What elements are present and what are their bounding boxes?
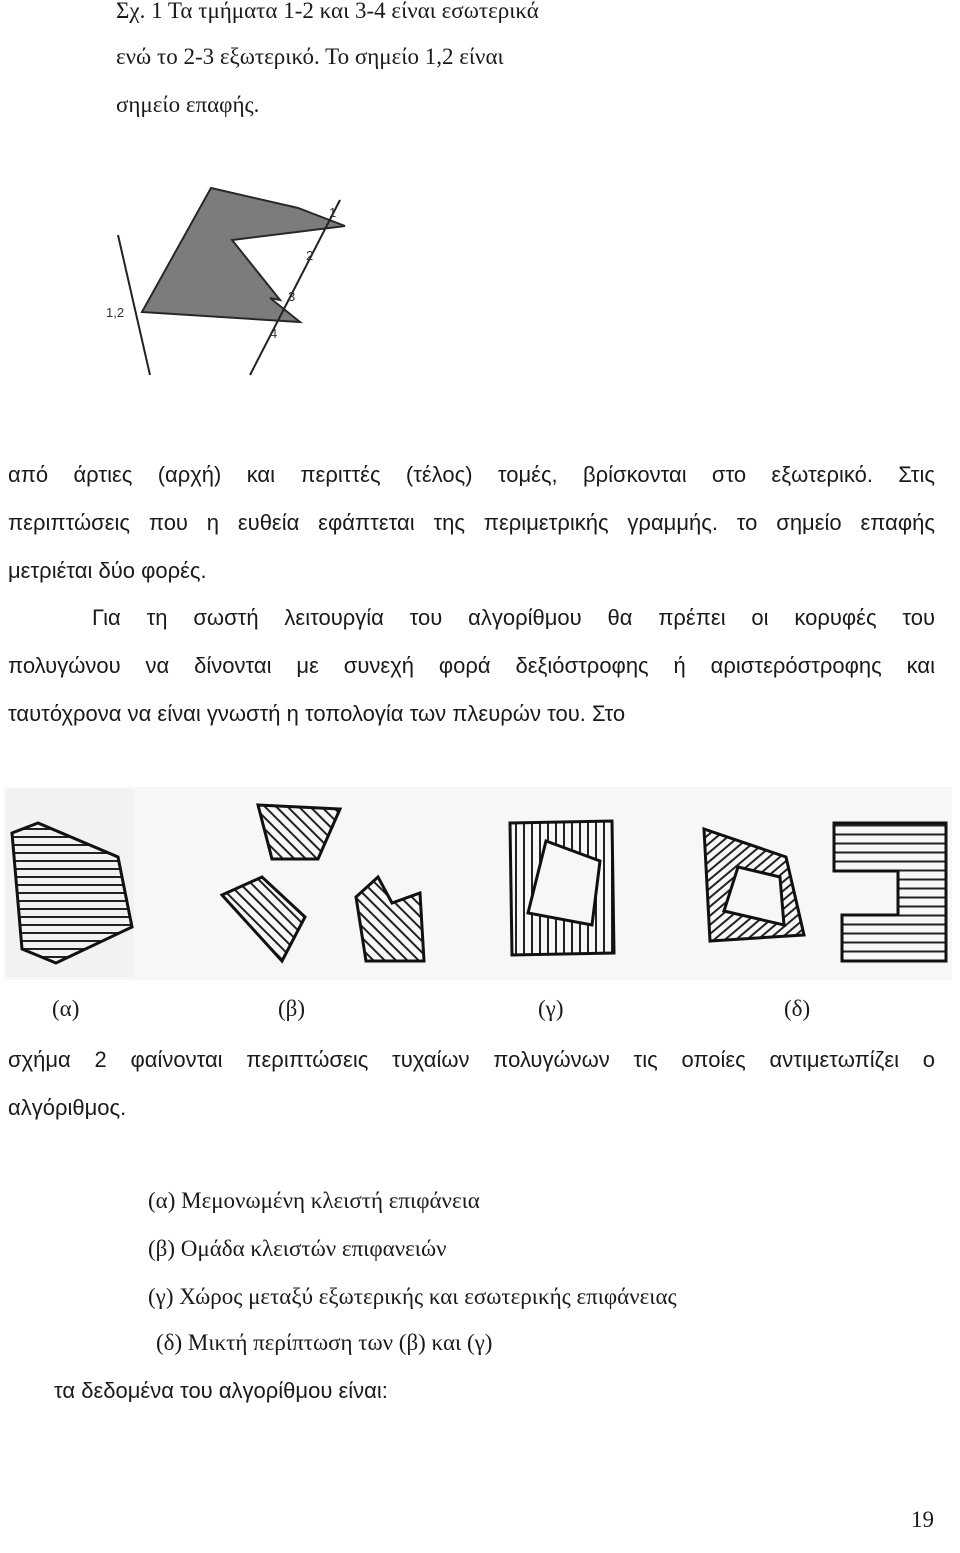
label-1: 1	[329, 205, 337, 220]
paragraph-3-line-2: αλγόριθμος.	[8, 1095, 127, 1120]
label-3: 3	[288, 289, 296, 304]
list-item-c: (γ) Χώρος μεταξύ εξωτερικής και εσωτερικής επιφάνειας	[148, 1284, 677, 1309]
caption-line-1: Σχ. 1 Τα τμήματα 1-2 και 3-4 είναι εσωτερικά	[116, 0, 539, 23]
case-b-label: (β)	[278, 996, 306, 1021]
list-item-b: (β) Ομάδα κλειστών επιφανειών	[148, 1236, 447, 1261]
figure-2-polygon-cases	[0, 785, 960, 985]
case-c-label: (γ)	[538, 996, 564, 1021]
case-d-label: (δ)	[784, 996, 811, 1021]
closing-line: τα δεδομένα του αλγορίθμου είναι:	[54, 1378, 388, 1403]
paragraph-1-line-2: περιπτώσεις που η ευθεία εφάπτεται της περιμετρικής γραμμής. το σημείο επαφής	[8, 510, 935, 535]
caption-line-2: ενώ το 2-3 εξωτερικό. Το σημείο 1,2 είναι	[116, 44, 504, 69]
paragraph-2-line-2: πολυγώνου να δίνονται με συνεχή φορά δεξιόστροφης ή αριστερόστροφης και	[8, 653, 935, 678]
figure-1-polygon-scanlines	[100, 180, 360, 390]
paragraph-2-line-1: Για τη σωστή λειτουργία του αλγορίθμου θα πρέπει οι κορυφές του	[92, 605, 935, 630]
page-number: 19	[911, 1507, 934, 1532]
list-item-d: (δ) Μικτή περίπτωση των (β) και (γ)	[156, 1330, 493, 1355]
label-2: 2	[306, 248, 314, 263]
list-item-a: (α) Μεμονωμένη κλειστή επιφάνεια	[148, 1188, 480, 1213]
paragraph-1-line-3: μετριέται δύο φορές.	[8, 558, 207, 583]
case-a-label: (α)	[52, 996, 80, 1021]
label-1-2: 1,2	[106, 305, 125, 320]
caption-line-3: σημείο επαφής.	[116, 92, 260, 117]
paragraph-2-line-3: ταυτόχρονα να είναι γνωστή η τοπολογία των πλευρών του. Στο	[8, 701, 626, 726]
label-4: 4	[270, 326, 278, 341]
paragraph-1-line-1: από άρτιες (αρχή) και περιττές (τέλος) τομές, βρίσκονται στο εξωτερικό. Στις	[8, 462, 935, 487]
paragraph-3-line-1: σχήμα 2 φαίνονται περιπτώσεις τυχαίων πολυγώνων τις οποίες αντιμετωπίζει ο	[8, 1047, 935, 1072]
